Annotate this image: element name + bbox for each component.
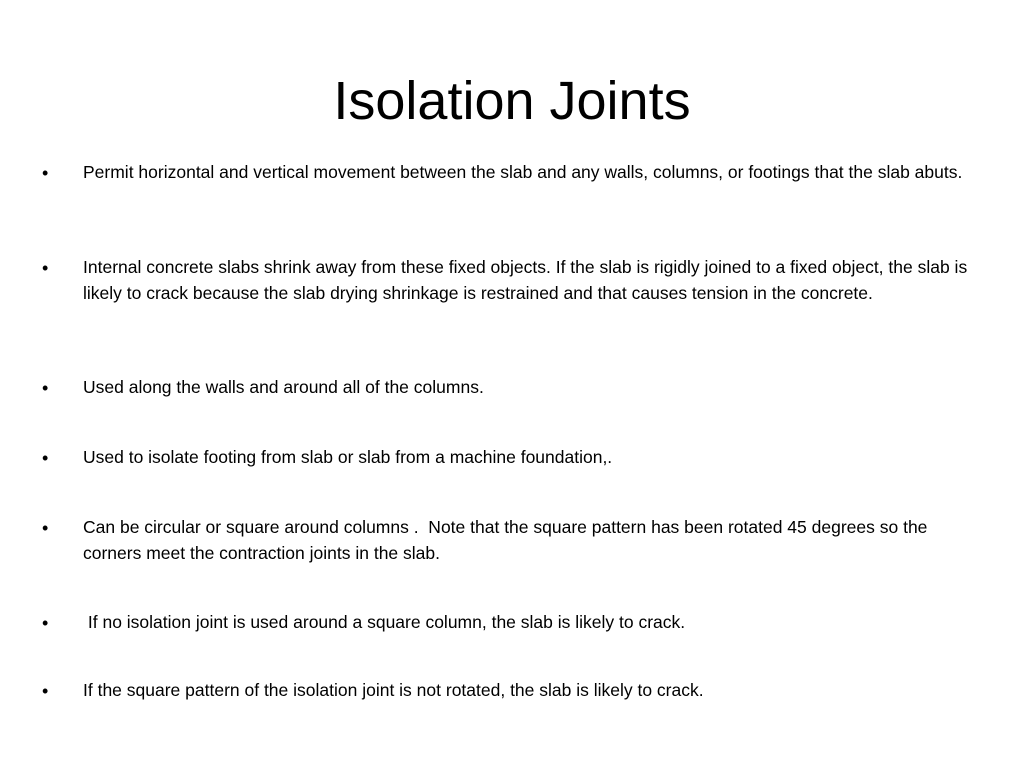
slide-title: Isolation Joints bbox=[333, 71, 691, 131]
bullet-text: If no isolation joint is used around a square column, the slab is likely to crack. bbox=[83, 612, 686, 632]
bullet-text: Used along the walls and around all of the columns. bbox=[83, 377, 484, 397]
bullet-dot-icon: • bbox=[42, 378, 49, 398]
bullet-dot-icon: • bbox=[42, 163, 49, 183]
bullet-dot-icon: • bbox=[42, 448, 49, 468]
bullet-text: If the square pattern of the isolation joint is not rotated, the slab is likely to crack. bbox=[83, 680, 704, 700]
bullet-dot-icon: • bbox=[42, 518, 49, 538]
bullet-dot-icon: • bbox=[42, 681, 49, 701]
bullet-dot-icon: • bbox=[42, 613, 49, 633]
bullet-text: Internal concrete slabs shrink away from these fixed objects. If the slab is rigidly joined to a fixed object, the slab is likely to crack because the slab drying shrinkage is restrained and that causes tension in the concrete. bbox=[83, 257, 973, 303]
bullet-dot-icon: • bbox=[42, 258, 49, 278]
bullet-text: Permit horizontal and vertical movement between the slab and any walls, columns, or footings that the slab abuts. bbox=[83, 162, 963, 182]
bullet-text: Used to isolate footing from slab or slab from a machine foundation,. bbox=[83, 447, 613, 467]
bullet-text: Can be circular or square around columns . Note that the square pattern has been rotated 45 degrees so the corners meet the contraction joints in the slab. bbox=[83, 517, 933, 563]
